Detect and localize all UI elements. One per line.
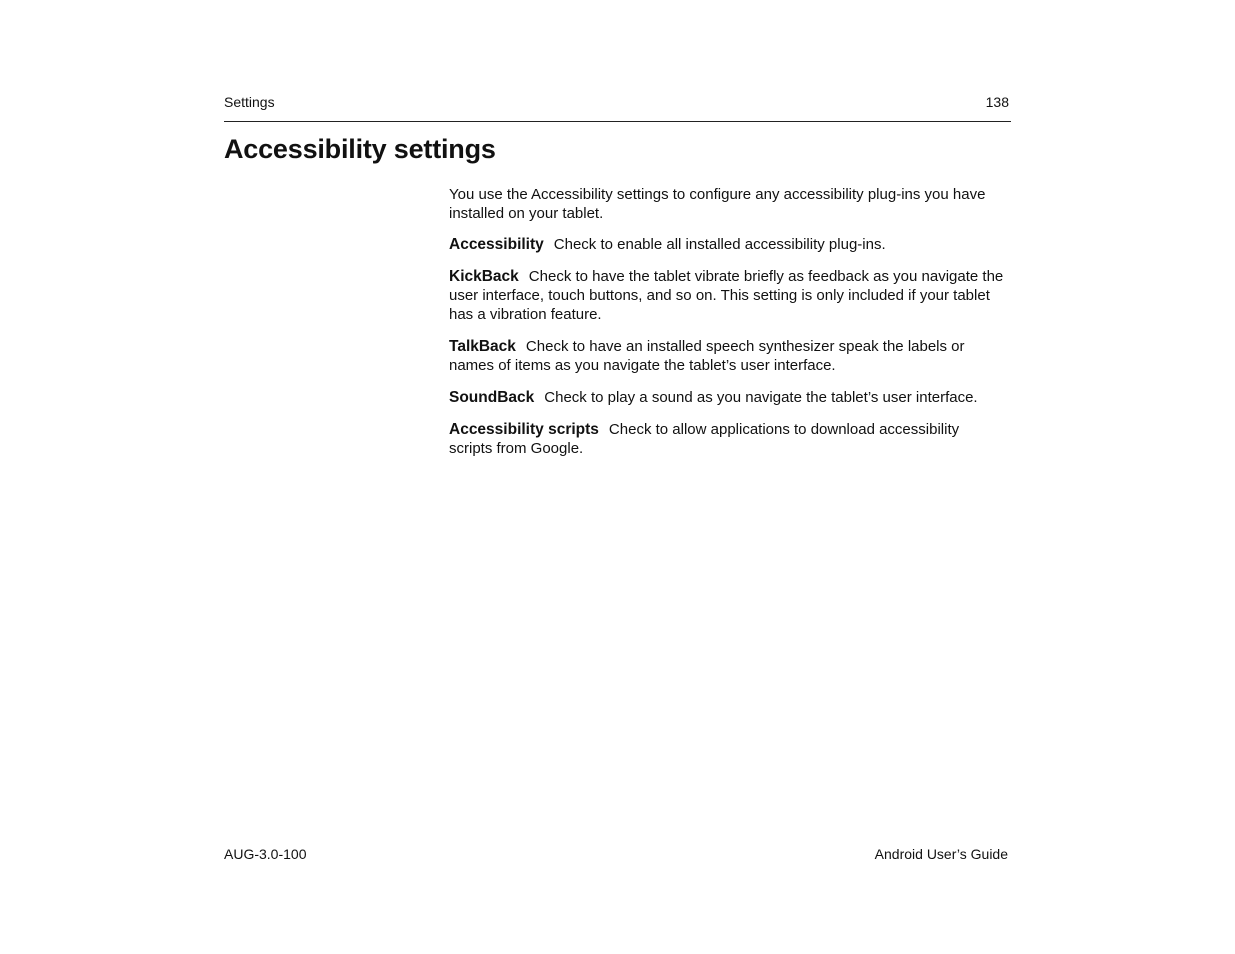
setting-description: Check to have the tablet vibrate briefly as feedback as you navigate the user interface, touch buttons, and so on. This setting is only included if your tablet has a vibration feature. <box>449 268 1004 323</box>
page-title: Accessibility settings <box>224 134 496 164</box>
setting-item-soundback <box>449 388 1004 407</box>
footer-guide-title: Android User’s Guide <box>874 846 1008 862</box>
intro-paragraph: You use the Accessibility settings to configure any accessibility plug-ins you have installed on your tablet. <box>449 186 986 222</box>
page-header <box>224 93 1011 122</box>
setting-item-accessibility-scripts <box>449 420 1004 458</box>
content-body <box>449 185 1004 471</box>
setting-term: Accessibility scripts <box>449 421 599 438</box>
setting-term: Accessibility <box>449 236 544 253</box>
header-section-label: Settings <box>224 94 275 110</box>
setting-item-kickback <box>449 267 1004 324</box>
setting-description: Check to play a sound as you navigate the tablet’s user interface. <box>544 389 978 406</box>
setting-item-talkback <box>449 337 1004 375</box>
page-number: 138 <box>985 94 1009 110</box>
setting-term: TalkBack <box>449 338 516 355</box>
setting-description: Check to enable all installed accessibility plug-ins. <box>553 236 886 253</box>
footer-doc-id: AUG-3.0-100 <box>224 846 307 862</box>
setting-description: Check to have an installed speech synthesizer speak the labels or names of items as you navigate the tablet’s user interface. <box>449 338 965 374</box>
setting-description: Check to allow applications to download accessibility scripts from Google. <box>449 421 960 457</box>
setting-item-accessibility <box>449 235 1004 254</box>
setting-term: KickBack <box>449 268 519 285</box>
setting-term: SoundBack <box>449 389 535 406</box>
